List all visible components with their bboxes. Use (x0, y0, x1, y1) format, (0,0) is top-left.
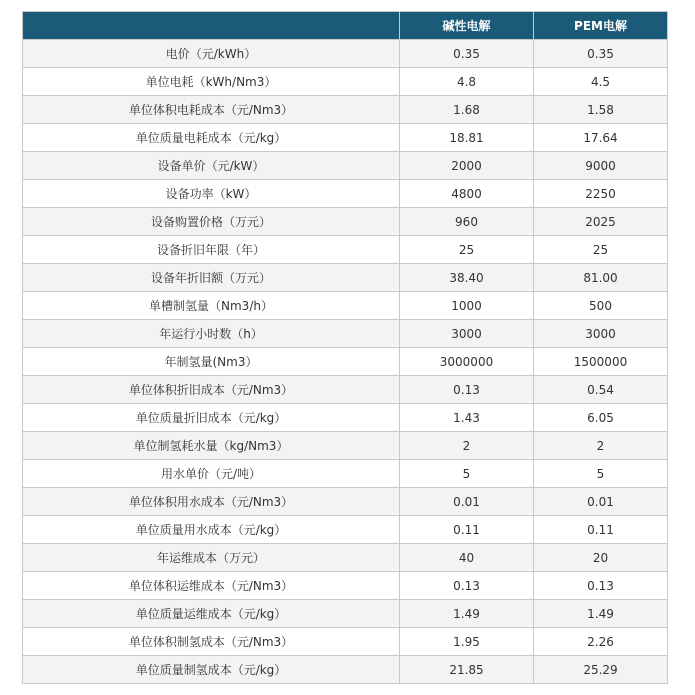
pem-value-cell: 2250 (534, 180, 668, 208)
table-row (23, 152, 668, 180)
table-row (23, 656, 668, 684)
table-row (23, 320, 668, 348)
header-cell-pem: PEM电解 (534, 12, 668, 40)
pem-value-cell: 2025 (534, 208, 668, 236)
alkaline-value-cell: 21.85 (400, 656, 534, 684)
table-row (23, 292, 668, 320)
row-label-cell: 年运行小时数（h） (23, 320, 400, 348)
table-body (23, 40, 668, 684)
pem-value-cell: 0.13 (534, 572, 668, 600)
pem-value-cell: 4.5 (534, 68, 668, 96)
alkaline-value-cell: 1.43 (400, 404, 534, 432)
table-row (23, 572, 668, 600)
pem-value-cell: 9000 (534, 152, 668, 180)
alkaline-value-cell: 4800 (400, 180, 534, 208)
pem-value-cell: 2 (534, 432, 668, 460)
alkaline-value-cell: 38.40 (400, 264, 534, 292)
table-row (23, 124, 668, 152)
row-label-cell: 设备年折旧额（万元） (23, 264, 400, 292)
pem-value-cell: 2.26 (534, 628, 668, 656)
row-label-cell: 单位电耗（kWh/Nm3） (23, 68, 400, 96)
pem-value-cell: 5 (534, 460, 668, 488)
row-label-cell: 单位体积运维成本（元/Nm3） (23, 572, 400, 600)
table-row (23, 600, 668, 628)
alkaline-value-cell: 1.49 (400, 600, 534, 628)
alkaline-value-cell: 5 (400, 460, 534, 488)
row-label-cell: 单位体积制氢成本（元/Nm3） (23, 628, 400, 656)
header-cell-alkaline: 碱性电解 (400, 12, 534, 40)
row-label-cell: 单位质量电耗成本（元/kg） (23, 124, 400, 152)
row-label-cell: 单位体积用水成本（元/Nm3） (23, 488, 400, 516)
table-row (23, 208, 668, 236)
row-label-cell: 单位质量运维成本（元/kg） (23, 600, 400, 628)
table-row (23, 68, 668, 96)
row-label-cell: 单位质量用水成本（元/kg） (23, 516, 400, 544)
table-row (23, 96, 668, 124)
table-row (23, 236, 668, 264)
cost-comparison-table-container (22, 11, 667, 684)
pem-value-cell: 17.64 (534, 124, 668, 152)
table-row (23, 376, 668, 404)
table-row (23, 432, 668, 460)
alkaline-value-cell: 18.81 (400, 124, 534, 152)
table-row (23, 180, 668, 208)
alkaline-value-cell: 4.8 (400, 68, 534, 96)
row-label-cell: 单位制氢耗水量（kg/Nm3） (23, 432, 400, 460)
alkaline-value-cell: 0.35 (400, 40, 534, 68)
table-row (23, 516, 668, 544)
header-cell-item (23, 12, 400, 40)
alkaline-value-cell: 0.13 (400, 572, 534, 600)
table-row (23, 264, 668, 292)
pem-value-cell: 81.00 (534, 264, 668, 292)
table-row (23, 488, 668, 516)
row-label-cell: 单位质量折旧成本（元/kg） (23, 404, 400, 432)
alkaline-value-cell: 960 (400, 208, 534, 236)
alkaline-value-cell: 2000 (400, 152, 534, 180)
row-label-cell: 设备购置价格（万元） (23, 208, 400, 236)
row-label-cell: 用水单价（元/吨） (23, 460, 400, 488)
table-row (23, 628, 668, 656)
table-row (23, 40, 668, 68)
pem-value-cell: 0.54 (534, 376, 668, 404)
pem-value-cell: 6.05 (534, 404, 668, 432)
row-label-cell: 年运维成本（万元） (23, 544, 400, 572)
alkaline-value-cell: 3000 (400, 320, 534, 348)
row-label-cell: 单位体积折旧成本（元/Nm3） (23, 376, 400, 404)
pem-value-cell: 25 (534, 236, 668, 264)
alkaline-value-cell: 0.01 (400, 488, 534, 516)
table-row (23, 544, 668, 572)
cost-comparison-table (22, 11, 668, 684)
pem-value-cell: 500 (534, 292, 668, 320)
table-row (23, 348, 668, 376)
alkaline-value-cell: 25 (400, 236, 534, 264)
pem-value-cell: 3000 (534, 320, 668, 348)
pem-value-cell: 20 (534, 544, 668, 572)
row-label-cell: 单位质量制氢成本（元/kg） (23, 656, 400, 684)
alkaline-value-cell: 0.13 (400, 376, 534, 404)
pem-value-cell: 25.29 (534, 656, 668, 684)
alkaline-value-cell: 2 (400, 432, 534, 460)
alkaline-value-cell: 0.11 (400, 516, 534, 544)
table-row (23, 460, 668, 488)
row-label-cell: 年制氢量(Nm3） (23, 348, 400, 376)
table-row (23, 404, 668, 432)
header-row (23, 12, 668, 40)
pem-value-cell: 1500000 (534, 348, 668, 376)
row-label-cell: 电价（元/kWh） (23, 40, 400, 68)
alkaline-value-cell: 1.95 (400, 628, 534, 656)
alkaline-value-cell: 1000 (400, 292, 534, 320)
pem-value-cell: 0.11 (534, 516, 668, 544)
pem-value-cell: 0.01 (534, 488, 668, 516)
row-label-cell: 单槽制氢量（Nm3/h） (23, 292, 400, 320)
row-label-cell: 设备功率（kW） (23, 180, 400, 208)
table-header (23, 12, 668, 40)
alkaline-value-cell: 40 (400, 544, 534, 572)
alkaline-value-cell: 1.68 (400, 96, 534, 124)
pem-value-cell: 1.58 (534, 96, 668, 124)
alkaline-value-cell: 3000000 (400, 348, 534, 376)
pem-value-cell: 0.35 (534, 40, 668, 68)
pem-value-cell: 1.49 (534, 600, 668, 628)
row-label-cell: 设备折旧年限（年） (23, 236, 400, 264)
row-label-cell: 设备单价（元/kW） (23, 152, 400, 180)
row-label-cell: 单位体积电耗成本（元/Nm3） (23, 96, 400, 124)
